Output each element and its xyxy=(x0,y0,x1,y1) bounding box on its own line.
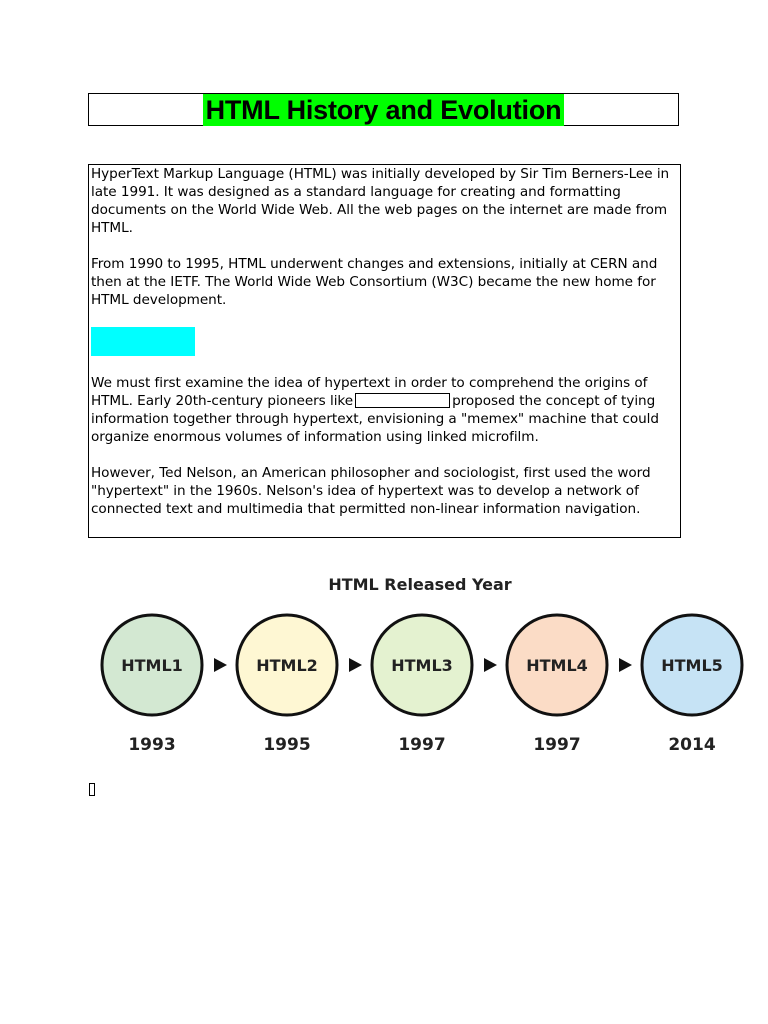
timeline-figure xyxy=(90,565,760,765)
timeline-label-html1: HTML1 xyxy=(121,656,183,675)
paragraph-intro: HyperText Markup Language (HTML) was initially developed by Sir Tim Berners-Lee in late 1991. It was designed as a standard language for creating and formatting documents on the World Wide Web. All the web pages on the internet are made from HTML. xyxy=(91,166,670,236)
highlight-block xyxy=(91,327,195,356)
timeline-year-html1: 1993 xyxy=(128,735,176,755)
blank-name-field[interactable] xyxy=(355,393,450,408)
paragraph-hypertext-after: proposed the concept of tying information together through hypertext, envisioning a "memex" machine that could organize enormous volumes of information using linked microfilm. xyxy=(91,393,659,445)
timeline-arrow-icon xyxy=(214,658,227,672)
timeline-label-html5: HTML5 xyxy=(661,656,723,675)
timeline-title: HTML Released Year xyxy=(328,575,512,594)
page-title: HTML History and Evolution xyxy=(203,94,565,126)
timeline-label-html3: HTML3 xyxy=(391,656,453,675)
content-box xyxy=(88,164,681,538)
missing-glyph-box xyxy=(89,783,95,796)
timeline-year-html5: 2014 xyxy=(668,735,716,755)
paragraph-hypertext-before: We must first examine the idea of hypertext in order to comprehend the origins of HTML. Early 20th-century pioneers like xyxy=(91,375,648,409)
timeline-year-html2: 1995 xyxy=(263,735,311,755)
paragraph-ted-nelson: However, Ted Nelson, an American philosopher and sociologist, first used the word "hypertext" in the 1960s. Nelson's idea of hypertext was to develop a network of connected text and multimedia that permitted non-linear information navigation. xyxy=(91,465,651,517)
title-box xyxy=(88,93,679,126)
paragraph-hypertext-origins xyxy=(91,374,678,446)
timeline-year-html3: 1997 xyxy=(398,735,446,755)
timeline-label-html2: HTML2 xyxy=(256,656,318,675)
timeline-arrow-icon xyxy=(619,658,632,672)
timeline-arrow-icon xyxy=(484,658,497,672)
paragraph-history: From 1990 to 1995, HTML underwent changes and extensions, initially at CERN and then at the IETF. The World Wide Web Consortium (W3C) became the new home for HTML development. xyxy=(91,256,658,308)
timeline-label-html4: HTML4 xyxy=(526,656,588,675)
timeline-year-html4: 1997 xyxy=(533,735,581,755)
timeline-arrow-icon xyxy=(349,658,362,672)
